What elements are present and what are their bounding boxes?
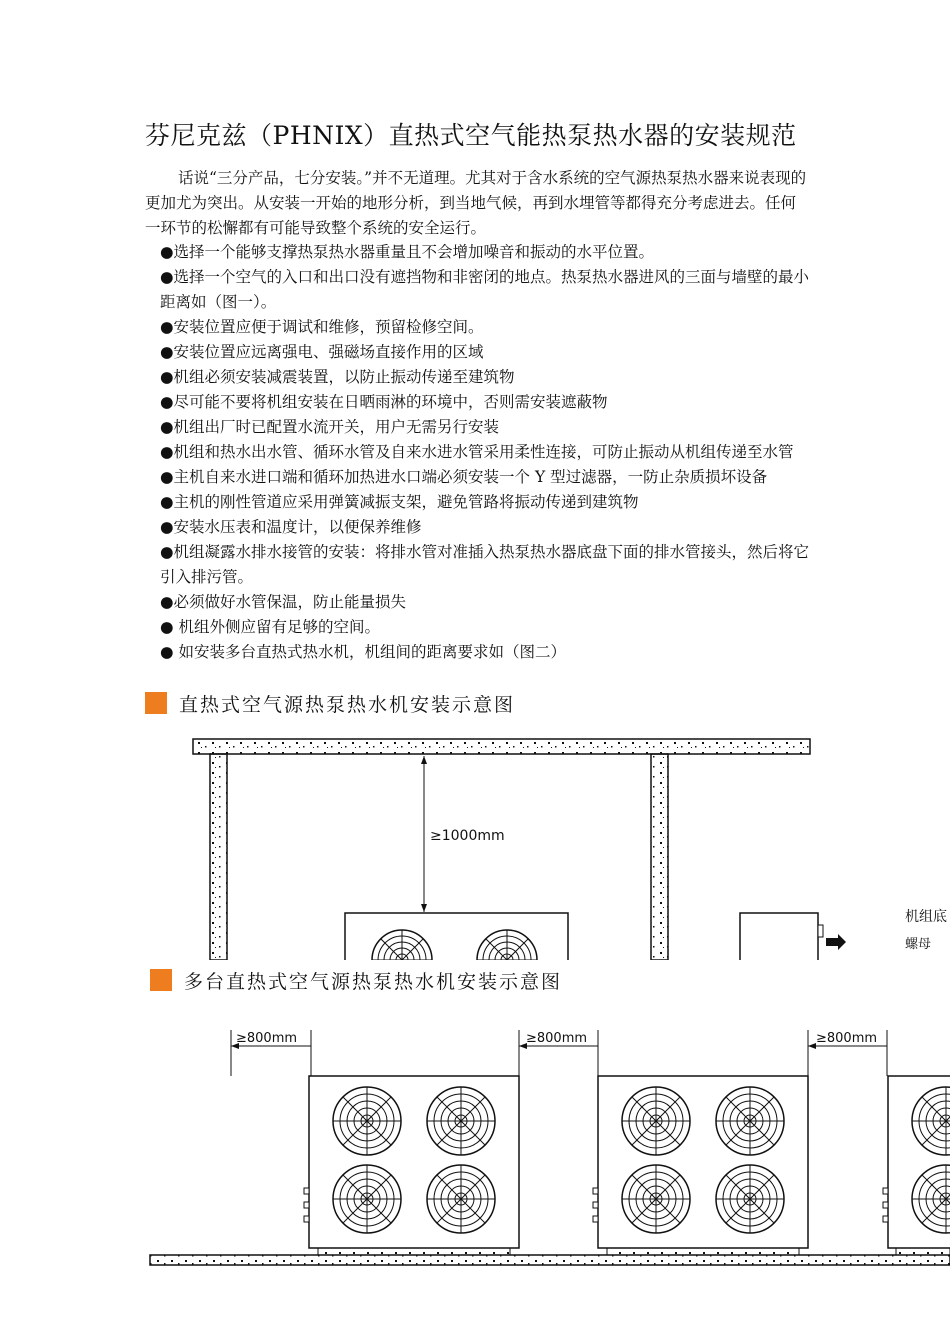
figure2-heading-text: 多台直热式空气源热泵热水机安装示意图 — [184, 970, 563, 993]
figure1-heading — [145, 690, 515, 716]
orange-square-icon — [150, 969, 172, 991]
right-wall — [651, 754, 668, 960]
side-arrow-icon — [826, 934, 846, 950]
orange-square-icon — [145, 692, 167, 714]
heat-pump-unit — [883, 1076, 950, 1310]
bullet-item: ●机组和热水出水管、循环水管及自来水进水管采用柔性连接，可防止振动从机组传递至水管 — [160, 443, 794, 461]
bullet-item: ●安装位置应便于调试和维修，预留检修空间。 — [160, 318, 484, 336]
clearance-label: ≥1000mm — [430, 828, 505, 844]
bullet-item: ●选择一个空气的入口和出口没有遮挡物和非密闭的地点。热泵热水器进风的三面与墙壁的最小距离如（图一）。 — [160, 268, 810, 311]
heat-pump-unit — [345, 913, 568, 960]
figure2-diagram — [0, 1010, 950, 1340]
bullet-item: ●机组凝露水排水接管的安装：将排水管对准插入热泵热水器底盘下面的排水管接头，然后将它引入排污管。 — [160, 543, 810, 586]
gap-label: ≥800mm — [816, 1031, 878, 1046]
side-unit-pipe — [818, 925, 823, 937]
bullet-item: ● 如安装多台直热式热水机，机组间的距离要求如（图二） — [160, 643, 566, 661]
side-label-2: 螺母 — [905, 937, 932, 952]
bullet-item: ●选择一个能够支撑热泵热水器重量且不会增加噪音和振动的水平位置。 — [160, 243, 655, 261]
bullet-item: ●机组出厂时已配置水流开关，用户无需另行安装 — [160, 418, 500, 436]
bullet-item: ●尽可能不要将机组安装在日晒雨淋的环境中，否则需安装遮蔽物 — [160, 393, 608, 411]
gap-label: ≥800mm — [526, 1031, 588, 1046]
bullet-list — [145, 240, 810, 665]
left-wall — [210, 754, 227, 960]
bullet-item: ●机组必须安装减震装置，以防止振动传递至建筑物 — [160, 368, 515, 386]
figure2-heading — [150, 967, 562, 993]
heat-pump-unit — [304, 1076, 519, 1310]
bullet-item: ●必须做好水管保温，防止能量损失 — [160, 593, 407, 611]
intro-paragraph: 话说“三分产品，七分安装。”并不无道理。尤其对于含水系统的空气源热泵热水器来说表现的更加尤为突出。从安装一开始的地形分析，到当地气候，再到水埋管等都得充分考虑进去。任何一环节的松懈都有可能导致整个系统的安全运行。 — [145, 169, 807, 237]
arrow-head-top — [421, 756, 427, 764]
bullet-item: ●主机自来水进口端和循环加热进水口端必须安装一个 Y 型过滤器，一防止杂质损坏设备 — [160, 468, 768, 486]
heat-pump-unit — [593, 1076, 808, 1310]
gap-label: ≥800mm — [236, 1031, 298, 1046]
side-label-1: 机组底 — [905, 909, 947, 925]
figure1-heading-text: 直热式空气源热泵热水机安装示意图 — [179, 693, 516, 716]
arrow-head-bottom — [421, 904, 427, 912]
figure1-diagram — [0, 730, 950, 960]
page-title: 芬尼克兹（PHNIX）直热式空气能热泵热水器的安装规范 — [145, 121, 797, 150]
bullet-item: ● 机组外侧应留有足够的空间。 — [160, 618, 380, 636]
bullet-item: ●安装水压表和温度计，以便保养维修 — [160, 518, 422, 536]
side-unit — [740, 913, 818, 960]
bullet-item: ●安装位置应远离强电、强磁场直接作用的区域 — [160, 343, 484, 361]
floor-slab — [150, 1255, 950, 1265]
ceiling-slab — [193, 739, 810, 754]
bullet-item: ●主机的刚性管道应采用弹簧减振支架，避免管路将振动传递到建筑物 — [160, 493, 639, 511]
